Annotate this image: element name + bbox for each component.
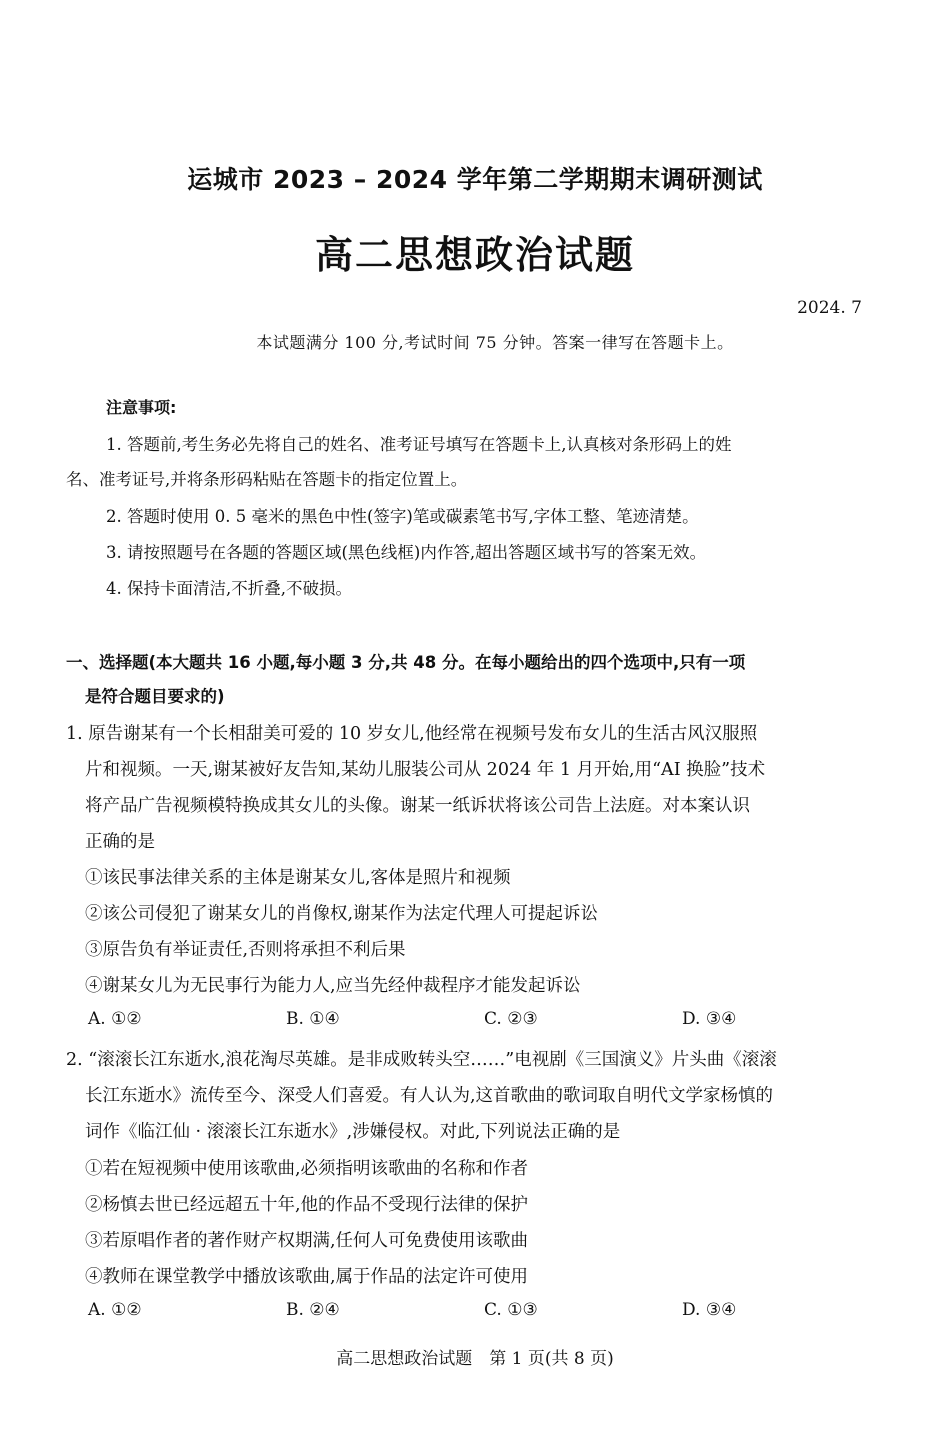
- q2-option-c: C. ①③: [484, 1300, 538, 1320]
- notice-item-1-line-1: 1. 答题前,考生务必先将自己的姓名、准考证号填写在答题卡上,认真核对条形码上的姓: [106, 435, 732, 454]
- q1-option-a: A. ①②: [88, 1009, 142, 1029]
- q1-stem-line-4: 正确的是: [85, 832, 155, 852]
- q2-option-b: B. ②④: [286, 1300, 340, 1320]
- q2-statement-3: ③若原唱作者的著作财产权期满,任何人可免费使用该歌曲: [85, 1231, 529, 1251]
- q1-statement-2: ②该公司侵犯了谢某女儿的肖像权,谢某作为法定代理人可提起诉讼: [85, 904, 599, 924]
- q1-stem-line-2: 片和视频。一天,谢某被好友告知,某幼儿服装公司从 2024 年 1 月开始,用“AI 换脸”技术: [85, 760, 766, 780]
- section-heading-line-2: 是符合题目要求的): [85, 687, 225, 706]
- q2-option-a: A. ①②: [88, 1300, 142, 1320]
- q2-statement-1: ①若在短视频中使用该歌曲,必须指明该歌曲的名称和作者: [85, 1159, 529, 1179]
- exam-intro: 本试题满分 100 分,考试时间 75 分钟。答案一律写在答题卡上。: [256, 333, 734, 352]
- q2-statement-4: ④教师在课堂教学中播放该歌曲,属于作品的法定许可使用: [85, 1267, 529, 1287]
- exam-date: 2024. 7: [797, 298, 862, 318]
- q2-stem-line-1: 2. “滚滚长江东逝水,浪花淘尽英雄。是非成败转头空……”电视剧《三国演义》片头曲《滚滚: [66, 1050, 777, 1070]
- q2-stem-line-3: 词作《临江仙 · 滚滚长江东逝水》,涉嫌侵权。对此,下列说法正确的是: [85, 1122, 621, 1142]
- q1-option-d: D. ③④: [682, 1009, 737, 1029]
- subject-title: 高二思想政治试题: [314, 233, 635, 277]
- exam-title: 运城市 2023 – 2024 学年第二学期期末调研测试: [187, 165, 763, 194]
- q1-stem-line-1: 1. 原告谢某有一个长相甜美可爱的 10 岁女儿,他经常在视频号发布女儿的生活古风汉服照: [66, 724, 758, 744]
- q2-stem-line-2: 长江东逝水》流传至今、深受人们喜爱。有人认为,这首歌曲的歌词取自明代文学家杨慎的: [85, 1086, 774, 1106]
- q1-option-c: C. ②③: [484, 1009, 538, 1029]
- notice-item-1-line-2: 名、准考证号,并将条形码粘贴在答题卡的指定位置上。: [66, 470, 468, 489]
- q1-statement-3: ③原告负有举证责任,否则将承担不利后果: [85, 940, 406, 960]
- notice-item-4: 4. 保持卡面清洁,不折叠,不破损。: [106, 579, 352, 598]
- q1-statement-4: ④谢某女儿为无民事行为能力人,应当先经仲裁程序才能发起诉讼: [85, 976, 581, 996]
- section-heading-line-1: 一、选择题(本大题共 16 小题,每小题 3 分,共 48 分。在每小题给出的四个选项中,只有一项: [66, 653, 746, 672]
- q1-option-b: B. ①④: [286, 1009, 340, 1029]
- notice-heading: 注意事项:: [106, 398, 177, 417]
- q1-statement-1: ①该民事法律关系的主体是谢某女儿,客体是照片和视频: [85, 868, 511, 888]
- q1-stem-line-3: 将产品广告视频模特换成其女儿的头像。谢某一纸诉状将该公司告上法庭。对本案认识: [85, 796, 750, 816]
- notice-item-3: 3. 请按照题号在各题的答题区域(黑色线框)内作答,超出答题区域书写的答案无效。: [106, 543, 707, 562]
- page-footer: 高二思想政治试题 第 1 页(共 8 页): [336, 1349, 614, 1369]
- q2-statement-2: ②杨慎去世已经远超五十年,他的作品不受现行法律的保护: [85, 1195, 529, 1215]
- q2-option-d: D. ③④: [682, 1300, 737, 1320]
- notice-item-2: 2. 答题时使用 0. 5 毫米的黑色中性(签字)笔或碳素笔书写,字体工整、笔迹清楚。: [106, 507, 699, 526]
